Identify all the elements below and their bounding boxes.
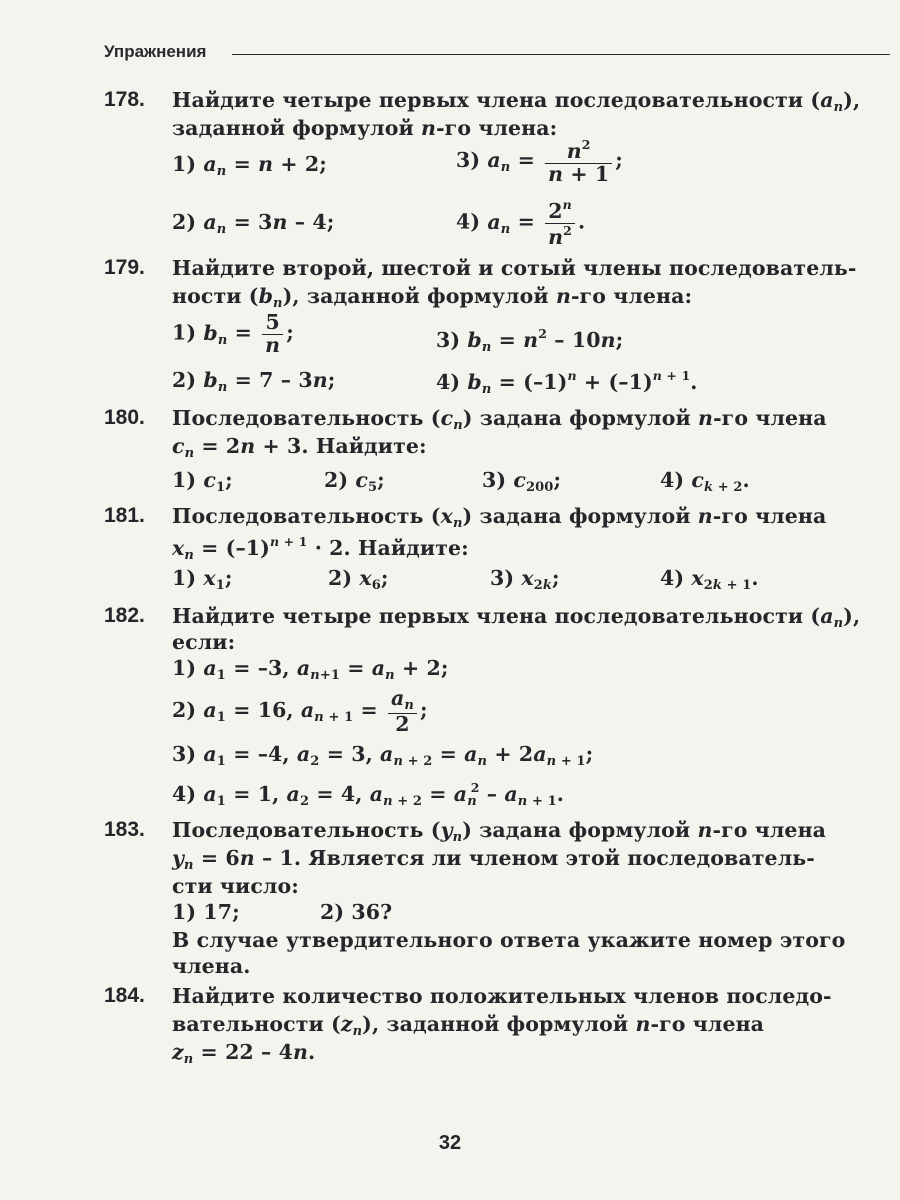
page-number: 32 <box>438 1132 462 1154</box>
exercise-text: Найдите второй, шестой и сотый члены последователь- <box>172 256 857 280</box>
exercise-text: Найдите четыре первых члена последовательности $(a_n)$, <box>172 88 861 115</box>
formula-1: 1) $a_1 = -3$, $a_{n+1} = a_n + 2$; <box>172 656 449 683</box>
exercise-number: 180. <box>104 406 145 429</box>
exercise-text: Последовательность $(y_n)$ задана формулой n-го члена <box>172 818 827 845</box>
exercise-number: 178. <box>104 88 145 111</box>
exercise-number: 182. <box>104 604 145 627</box>
option-3: 3) $c_{200}$; <box>482 468 562 495</box>
exercise-text: $c_n = 2n + 3$. Найдите: <box>172 434 427 461</box>
formula-4: 4) $a_n$ = $\frac{2^n}{n^2}$ . <box>456 197 586 249</box>
page-header <box>104 40 890 64</box>
option-4: 4) $c_{k + 2}$. <box>660 468 750 495</box>
option-1: 1) $c_1$; <box>172 468 233 495</box>
formula-3: 3) $a_n$ = $\frac{n^2}{n + 1}$ ; <box>456 137 623 186</box>
option-1: 1) $x_1$; <box>172 566 233 593</box>
exercise-text: Найдите четыре первых члена последовательности $(a_n)$, <box>172 604 861 631</box>
section-title: Упражнения <box>104 42 207 61</box>
formula-3: 3) $b_n = n^2 - 10n$; <box>436 326 624 355</box>
exercise-text: $z_n = 22 - 4n$. <box>172 1040 316 1067</box>
exercise-number: 179. <box>104 256 145 279</box>
exercise-text: $x_n = (-1)^{n + 1} \cdot 2$. Найдите: <box>172 534 469 563</box>
formula-1: 1) $b_n$ = $\frac{5}{n}$ ; <box>172 310 294 357</box>
exercise-number: 181. <box>104 504 145 527</box>
option-2: 2) $c_5$; <box>324 468 385 495</box>
exercise-text: Последовательность $(x_n)$ задана формулой n-го члена <box>172 504 827 531</box>
exercise-text: если: <box>172 630 236 654</box>
exercise-number: 183. <box>104 818 145 841</box>
exercise-text: Найдите количество положительных членов последо- <box>172 984 832 1008</box>
exercise-text: заданной формулой n-го члена: <box>172 116 558 140</box>
option-4: 4) $x_{2k + 1}$. <box>660 566 759 593</box>
formula-4: 4) $b_n = (-1)^n + (-1)^{n + 1}$. <box>436 368 698 397</box>
exercise-text: сти число: <box>172 874 299 898</box>
exercise-text: $y_n = 6n - 1$. Является ли членом этой последователь- <box>172 846 815 873</box>
option-1: 1) 17; <box>172 900 240 924</box>
formula-3: 3) $a_1 = -4$, $a_2 = 3$, $a_{n + 2} = a_n + 2a_{n + 1}$; <box>172 742 594 769</box>
option-3: 3) $x_{2k}$; <box>490 566 560 593</box>
exercise-text: члена. <box>172 954 251 978</box>
formula-1: 1) $a_n = n + 2$; <box>172 152 327 179</box>
exercise-text: Последовательность $(c_n)$ задана формулой n-го члена <box>172 406 827 433</box>
header-rule <box>232 54 890 55</box>
exercise-text: ности $(b_n)$, заданной формулой n-го члена: <box>172 284 693 311</box>
exercise-text: вательности $(z_n)$, заданной формулой n-го члена <box>172 1012 765 1039</box>
option-2: 2) $x_6$; <box>328 566 389 593</box>
exercise-number: 184. <box>104 984 145 1007</box>
exercise-text: В случае утвердительного ответа укажите номер этого <box>172 928 846 952</box>
formula-2: 2) $a_1 = 16$, $a_{n + 1}$ = $\frac{a_n}{2}$ ; <box>172 686 428 736</box>
option-2: 2) 36? <box>320 900 393 924</box>
formula-2: 2) $b_n = 7 - 3n$; <box>172 368 336 395</box>
formula-4: 4) $a_1 = 1$, $a_2 = 4$, $a_{n + 2} = a_n^2 - a_{n + 1}$. <box>172 780 564 809</box>
formula-2: 2) $a_n = 3n - 4$; <box>172 210 335 237</box>
